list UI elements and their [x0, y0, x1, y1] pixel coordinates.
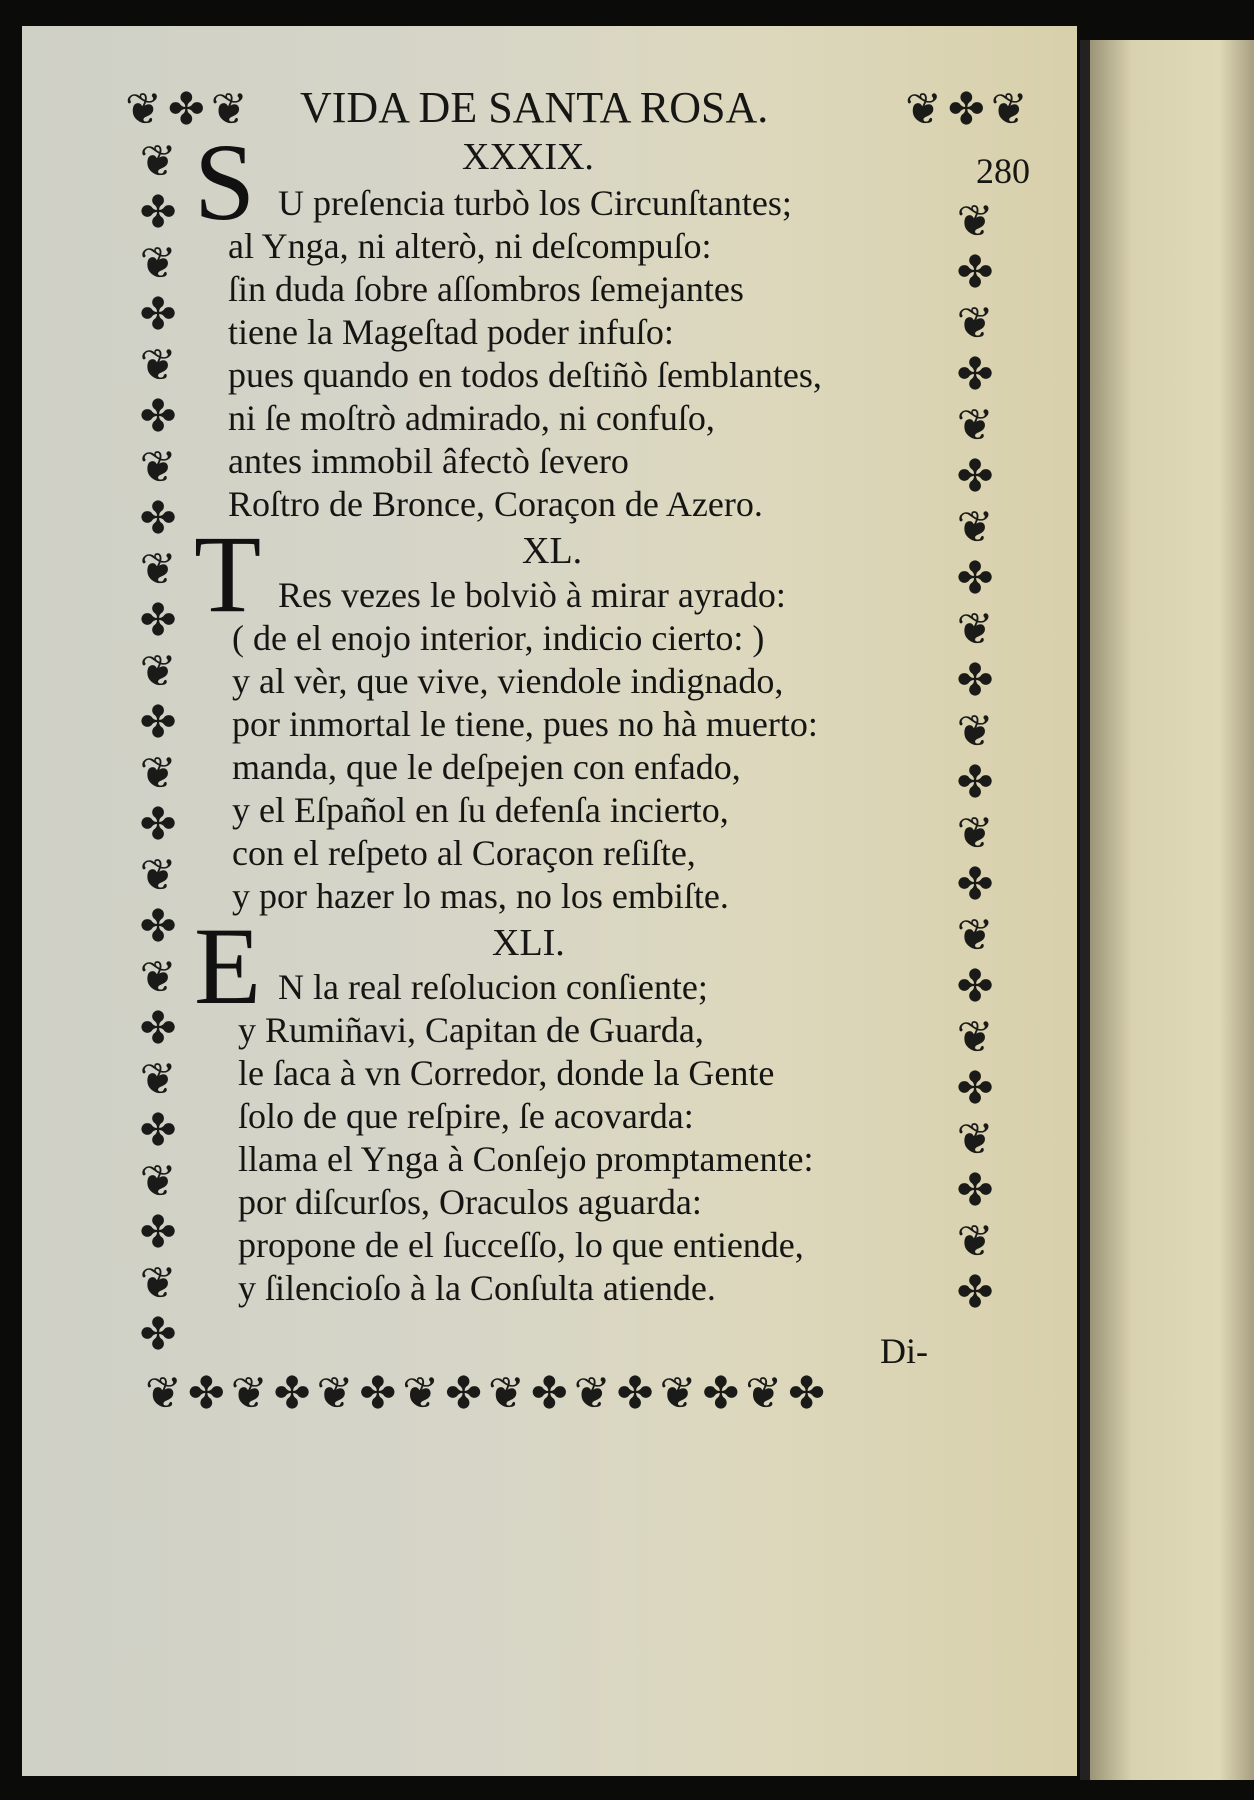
verse-line: propone de el ſucceſſo, lo que entiende, — [238, 1225, 804, 1265]
verse-line: U preſencia turbò los Circunſtantes; — [278, 183, 792, 223]
verse-line: y Rumiñavi, Capitan de Guarda, — [238, 1010, 704, 1050]
verse-line: tiene la Mageſtad poder infuſo: — [228, 312, 674, 352]
ornament-bottom-border-icon: ❦ ✤ ❦ ✤ ❦ ✤ ❦ ✤ ❦ ✤ ❦ ✤ ❦ ✤ ❦ ✤ — [145, 1369, 825, 1418]
verse-line: le ſaca à vn Corredor, donde la Gente — [238, 1053, 775, 1093]
verse-line: y ſilencioſo à la Conſulta atiende. — [238, 1268, 716, 1308]
verse-line: y el Eſpañol en ſu defenſa incierto, — [232, 790, 729, 830]
verse-line: y al vèr, que vive, viendole indignado, — [232, 661, 784, 701]
stanza-lines — [238, 966, 814, 1310]
ornament-top-left-icon: ❦ ✤ ❦ — [125, 85, 248, 134]
verse-line: llama el Ynga à Conſejo promptamente: — [238, 1139, 814, 1179]
stanza-lines — [228, 182, 822, 526]
stanza-number: XL. — [522, 530, 583, 572]
drop-cap: E — [194, 905, 262, 1027]
stanza-number: XXXIX. — [462, 136, 594, 178]
catchword: Di- — [880, 1331, 928, 1371]
verse-line: ( de el enojo interior, indicio cierto: ) — [232, 618, 765, 658]
drop-cap: T — [194, 513, 262, 635]
ornament-top-right-icon: ❦ ✤ ❦ — [905, 85, 1028, 134]
verse-line: ni ſe moſtrò admirado, ni confuſo, — [228, 398, 715, 438]
drop-cap: S — [194, 121, 256, 243]
verse-line: N la real reſolucion conſiente; — [278, 967, 708, 1007]
verse-line: Roſtro de Bronce, Coraçon de Azero. — [228, 484, 763, 524]
verse-line: con el reſpeto al Coraçon reſiſte, — [232, 833, 696, 873]
verse-line: ſolo de que reſpire, ſe acovarda: — [238, 1096, 694, 1136]
adjacent-page-edge — [1080, 40, 1254, 1780]
verse-line: por diſcurſos, Oraculos aguarda: — [238, 1182, 702, 1222]
stanza-number: XLI. — [492, 922, 565, 964]
ornament-right-border-icon: ❦ ✤ ❦ ✤ ❦ ✤ ❦ ✤ ❦ ✤ ❦ ✤ ❦ ✤ ❦ ✤ ❦ ✤ ❦ ✤ ❦ ✤ — [956, 197, 994, 1317]
verse-line: al Ynga, ni alterò, ni deſcompuſo: — [228, 226, 712, 266]
stanza-lines — [232, 574, 818, 918]
verse-line: Res vezes le bolviò à mirar ayrado: — [278, 575, 786, 615]
verse-line: manda, que le deſpejen con enfado, — [232, 747, 741, 787]
verse-line: y por hazer lo mas, no los embiſte. — [232, 876, 729, 916]
ornament-left-border-icon: ❦ ✤ ❦ ✤ ❦ ✤ ❦ ✤ ❦ ✤ ❦ ✤ ❦ ✤ ❦ ✤ ❦ ✤ ❦ ✤ ❦ ✤ ❦ ✤ — [139, 137, 177, 1359]
page-number: 280 — [976, 151, 1030, 191]
verse-line: por inmortal le tiene, pues no hà muerto: — [232, 704, 818, 744]
verse-line: pues quando en todos deſtiñò ſemblantes, — [228, 355, 822, 395]
verse-line: ſin duda ſobre aſſombros ſemejantes — [228, 269, 744, 309]
running-head: VIDA DE SANTA ROSA. — [300, 83, 769, 132]
verse-line: antes immobil âfectò ſevero — [228, 441, 629, 481]
